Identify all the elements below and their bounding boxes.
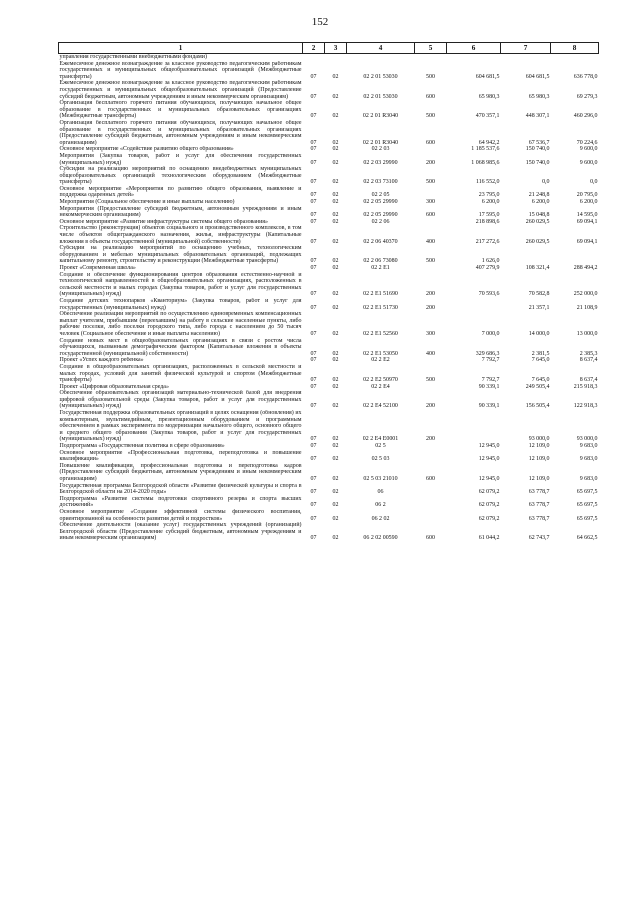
expense-type-code: [415, 509, 447, 522]
section-code: 07: [310, 489, 317, 496]
amount-year-3: 70 224,6: [576, 139, 598, 146]
amount-year-1: 23 795,0: [478, 192, 500, 199]
target-article-code: 02 2 05: [371, 192, 390, 199]
expense-type-code: 600: [426, 535, 435, 542]
amount-year-2: 63 778,7: [528, 515, 550, 522]
amount-year-2: [501, 54, 551, 61]
amount-year-1: 604 681,5: [475, 73, 500, 80]
amount-year-1: 1 185 537,6: [471, 146, 500, 153]
table-row: [59, 219, 599, 226]
amount-year-1: 62 079,2: [478, 489, 500, 496]
amount-year-3: 2 385,3: [579, 350, 598, 357]
section-code: [303, 54, 325, 61]
row-name: Основное мероприятие «Профессиональная подготовка, переподготовка и повышение квалификации»: [59, 449, 302, 463]
amount-year-2: 21 248,8: [528, 192, 550, 199]
row-name: Основное мероприятие «Развитие инфраструктуры системы общего образования»: [59, 218, 268, 225]
subsection-code: 02: [332, 93, 339, 100]
page-number: 152: [311, 16, 329, 28]
table-row: [59, 100, 599, 120]
amount-year-1: 12 945,0: [478, 443, 500, 450]
subsection-code: 02: [332, 218, 339, 225]
amount-year-1: 62 079,2: [478, 502, 500, 509]
subsection-code: 02: [332, 304, 339, 311]
amount-year-2: 63 778,7: [528, 502, 550, 509]
row-name: Строительство (реконструкция) объектов социального и производственного комплексов, в том числе объектов общегражданского назначения, жилья, инфраструктуры (Капитальные вложения в объекты государственной (муниципальной) собственности): [59, 225, 302, 245]
budget-table: [58, 42, 599, 542]
amount-year-3: 8 637,4: [579, 357, 598, 364]
amount-year-1: 61 044,2: [478, 535, 500, 542]
section-code: 07: [310, 218, 317, 225]
expense-type-code: 500: [426, 377, 435, 384]
row-name: Проект «Цифровая образовательная среда»: [59, 383, 169, 390]
subsection-code: 02: [332, 403, 339, 410]
subsection-code: 02: [332, 192, 339, 199]
row-name: Создание детских технопарков «Кванториум» (Закупка товаров, работ и услуг для государственных (муниципальных) нужд): [59, 297, 302, 311]
expense-type-code: 600: [426, 139, 435, 146]
amount-year-2: 448 307,1: [525, 113, 550, 120]
expense-type-code: [415, 54, 447, 61]
amount-year-3: 288 494,2: [573, 265, 598, 271]
row-name: Основное мероприятие «Содействие развитию общего образования»: [59, 146, 234, 153]
amount-year-1: 65 980,3: [478, 93, 500, 100]
target-article-code: 02 2 E1 53050: [363, 350, 398, 357]
amount-year-3: 69 279,3: [576, 93, 598, 100]
amount-year-2: 108 321,4: [525, 265, 550, 271]
table-row: [59, 245, 599, 265]
expense-type-code: 200: [426, 304, 435, 311]
table-row: [59, 443, 599, 450]
section-code: 07: [310, 139, 317, 146]
section-code: 07: [310, 179, 317, 186]
column-header: 4: [347, 43, 415, 54]
amount-year-3: 252 000,0: [573, 291, 598, 298]
amount-year-2: 93 000,0: [528, 436, 550, 443]
amount-year-1: 218 898,6: [475, 218, 500, 225]
subsection-code: 02: [332, 350, 339, 357]
amount-year-3: [551, 245, 599, 265]
target-article-code: 02 2 05 29990: [363, 212, 398, 219]
target-article-code: 02 2 E2: [371, 357, 390, 364]
row-name: Создание в общеобразовательных организациях, расположенных в сельской местности и малых городах, условий для занятий физической культурой и спортом (Межбюджетные трансферты): [59, 363, 302, 384]
amount-year-2: 63 778,7: [528, 489, 550, 496]
target-article-code: 02 2 01 R3040: [362, 113, 399, 120]
expense-type-code: [415, 384, 447, 391]
row-name: Проект «Успех каждого ребенка»: [59, 357, 144, 364]
amount-year-3: 13 000,0: [576, 330, 598, 337]
table-row: [59, 357, 599, 364]
amount-year-1: 12 945,0: [478, 456, 500, 463]
amount-year-3: 20 795,0: [576, 192, 598, 199]
amount-year-1: 12 945,0: [478, 476, 500, 482]
subsection-code: 02: [332, 73, 339, 80]
expense-type-code: 500: [426, 73, 435, 80]
amount-year-3: 460 296,0: [573, 113, 598, 120]
amount-year-3: 65 697,5: [576, 515, 598, 522]
section-code: 07: [310, 304, 317, 311]
subsection-code: 02: [332, 443, 339, 450]
row-name: Подпрограмма «Государственная политика в сфере образования»: [59, 443, 225, 450]
amount-year-1: 62 079,2: [478, 515, 500, 522]
column-header: 7: [501, 43, 551, 54]
target-article-code: 02 2 01 53030: [363, 73, 398, 80]
expense-type-code: 600: [426, 93, 435, 100]
amount-year-2: 156 505,4: [525, 403, 550, 410]
target-article-code: 02 5: [375, 443, 386, 450]
subsection-code: 02: [332, 502, 339, 509]
table-row: [59, 272, 599, 298]
amount-year-2: 7 645,0: [531, 357, 550, 364]
amount-year-1: [447, 410, 501, 443]
row-name: Организация бесплатного горячего питания обучающихся, получающих начальное общее образование в государственных и муниципальных образовательных организациях (Межбюджетные трансферты): [59, 100, 302, 120]
amount-year-3: 65 697,5: [576, 502, 598, 509]
amount-year-1: 70 593,6: [478, 291, 500, 298]
table-row: [59, 463, 599, 483]
amount-year-1: 17 595,0: [478, 212, 500, 219]
column-header: 6: [447, 43, 501, 54]
row-name: Государственная программа Белгородской области «Развитие физической культуры и спорта в Белгородской области на 2014-2020 годы»: [59, 482, 302, 496]
amount-year-1: 116 552,0: [475, 179, 500, 186]
expense-type-code: 500: [426, 113, 435, 120]
target-article-code: 02 2 03 29990: [363, 159, 398, 166]
amount-year-1: 64 942,2: [478, 139, 500, 146]
target-article-code: 02 2 01 53030: [363, 93, 398, 100]
expense-type-code: 500: [426, 179, 435, 186]
table-row: [59, 153, 599, 166]
expense-type-code: [415, 443, 447, 450]
subsection-code: 02: [332, 357, 339, 364]
column-header: 1: [59, 43, 303, 54]
amount-year-3: 65 697,5: [576, 489, 598, 496]
target-article-code: 06: [377, 489, 384, 496]
section-code: 07: [310, 291, 317, 298]
table-row: [59, 120, 599, 146]
amount-year-3: 8 637,4: [579, 377, 598, 384]
section-code: 07: [310, 199, 317, 206]
amount-year-1: 90 339,1: [478, 403, 500, 410]
table-row: [59, 206, 599, 219]
amount-year-2: 0,0: [542, 179, 550, 186]
amount-year-3: 69 094,1: [576, 238, 598, 245]
target-article-code: 02 2 E1 51690: [363, 291, 398, 298]
table-row: [59, 54, 599, 61]
amount-year-1: 1 068 985,6: [471, 159, 500, 166]
section-code: 07: [310, 113, 317, 120]
expense-type-code: 200: [426, 291, 435, 298]
section-code: 07: [310, 212, 317, 219]
amount-year-2: 62 743,7: [528, 535, 550, 542]
amount-year-1: [447, 54, 501, 61]
amount-year-1: 407 279,9: [475, 265, 500, 271]
amount-year-1: 7 792,7: [481, 377, 500, 384]
expense-type-code: [415, 483, 447, 496]
amount-year-2: 12 109,0: [528, 443, 550, 450]
table-row: [59, 390, 599, 410]
expense-type-code: [415, 186, 447, 199]
amount-year-3: [551, 54, 599, 61]
amount-year-2: 7 645,0: [531, 377, 550, 384]
amount-year-3: 93 000,0: [576, 436, 598, 443]
amount-year-2: 65 980,3: [528, 93, 550, 100]
amount-year-2: 260 029,5: [525, 238, 550, 245]
target-article-code: 06 2 02 00590: [363, 535, 398, 542]
column-header: 2: [303, 43, 325, 54]
amount-year-2: 12 109,0: [528, 476, 550, 482]
table-row: [59, 483, 599, 496]
amount-year-2: 260 029,5: [525, 218, 550, 225]
section-code: 07: [310, 159, 317, 166]
expense-type-code: 500: [426, 258, 435, 265]
expense-type-code: 200: [426, 403, 435, 410]
section-code: 07: [310, 443, 317, 450]
row-name: Государственная поддержка образовательных организаций в целях оснащения (обновления) их компьютерным, мультимедийным, презентационным оборудованием и программным обеспечением в рамках эксперимента по модернизации начального общего, основного общего и среднего общего образования (Закупка товаров, работ и услуг для государственных (муниципальных) нужд): [59, 410, 302, 443]
row-name: Субсидии на реализацию мероприятий по оснащению учебных, технологическим оборудованием и мебелью муниципальных образовательных организаций, подлежащих капитальному ремонту, строительству и реконструкции (Межбюджетные трансферты): [59, 245, 302, 265]
target-article-code: 02 2 06 40370: [363, 238, 398, 245]
table-row: [59, 166, 599, 186]
section-code: 07: [310, 502, 317, 509]
expense-type-code: [415, 496, 447, 509]
table-row: [59, 146, 599, 153]
subsection-code: 02: [332, 146, 339, 153]
subsection-code: 02: [332, 436, 339, 443]
amount-year-3: 14 595,0: [576, 212, 598, 219]
table-row: [59, 186, 599, 199]
subsection-code: 02: [332, 265, 339, 271]
target-article-code: 02 2 E4: [371, 383, 390, 390]
amount-year-2: 67 536,7: [528, 139, 550, 146]
table-row: [59, 298, 599, 311]
row-name: Мероприятия (Социальное обеспечение и иные выплаты населению): [59, 199, 235, 206]
amount-year-3: 64 662,5: [576, 535, 598, 542]
amount-year-3: 0,0: [590, 179, 598, 186]
expense-type-code: 300: [426, 330, 435, 337]
section-code: 07: [310, 403, 317, 410]
target-article-code: 02 2 03: [371, 146, 390, 153]
expense-type-code: 300: [426, 199, 435, 206]
expense-type-code: [415, 357, 447, 364]
amount-year-2: [501, 245, 551, 265]
subsection-code: 02: [332, 489, 339, 496]
expense-type-code: 600: [426, 212, 435, 219]
subsection-code: [325, 54, 347, 61]
amount-year-1: 470 357,1: [475, 113, 500, 120]
row-name: Основное мероприятие «Создание эффективной системы физического воспитания, ориентированной на особенности развития детей и подростков»: [59, 508, 302, 522]
row-name: управления государственными внебюджетными фондами): [59, 54, 207, 60]
amount-year-3: 21 108,9: [576, 304, 598, 311]
amount-year-1: 7 792,7: [481, 357, 500, 364]
target-article-code: 02 2 E1 51730: [363, 304, 398, 311]
row-name: Создание и обеспечение функционирования центров образования естественно-научной и технологической направленностей в общеобразовательных организациях, расположенных в сельской местности и малых городах (Закупка товаров, работ и услуг для государственных (муниципальных) нужд): [59, 271, 302, 298]
subsection-code: 02: [332, 179, 339, 186]
row-name: Ежемесячное денежное вознаграждение за классное руководство педагогическим работникам государственных и муниципальных общеобразовательных организаций (Межбюджетные трансферты): [59, 60, 302, 80]
amount-year-3: 215 918,3: [573, 383, 598, 390]
table-row: [59, 80, 599, 100]
amount-year-2: 150 740,0: [525, 159, 550, 166]
subsection-code: 02: [332, 212, 339, 219]
expense-type-code: 200: [426, 436, 435, 443]
subsection-code: 02: [332, 139, 339, 146]
amount-year-1: 6 200,0: [481, 199, 500, 206]
row-name: Ежемесячное денежное вознаграждение за классное руководство педагогическим работникам государственных и муниципальных общеобразовательных организаций (Предоставление субсидий бюджетным, автономным учреждениям и иным некоммерческим организациям): [59, 80, 302, 100]
section-code: 07: [310, 146, 317, 153]
amount-year-2: 6 200,0: [531, 199, 550, 206]
expense-type-code: 200: [426, 159, 435, 166]
target-article-code: 02 2 E4 52100: [363, 403, 398, 410]
amount-year-2: 14 000,0: [528, 330, 550, 337]
section-code: 07: [310, 93, 317, 100]
target-article-code: 02 2 06: [371, 218, 390, 225]
section-code: 07: [310, 73, 317, 80]
table-row: [59, 364, 599, 384]
amount-year-3: 9 600,0: [579, 146, 598, 153]
table-row: [59, 509, 599, 522]
subsection-code: 02: [332, 476, 339, 482]
target-article-code: 06 2 02: [371, 515, 390, 522]
table-row: [59, 61, 599, 81]
row-name: Мероприятия (Предоставление субсидий бюджетным, автономным учреждениям и иным некоммерческим организациям): [59, 205, 302, 219]
column-header: 3: [325, 43, 347, 54]
row-name: Субсидии на реализацию мероприятий по оснащению внедебюджетных муниципальных общеобразовательных организаций технологическим оборудованием (Межбюджетные трансферты): [59, 166, 302, 186]
amount-year-2: 150 740,0: [525, 146, 550, 153]
subsection-code: 02: [332, 199, 339, 206]
expense-type-code: [415, 450, 447, 463]
amount-year-3: 6 200,0: [579, 199, 598, 206]
amount-year-3: 9 683,0: [579, 456, 598, 463]
row-name: Организация бесплатного горячего питания обучающихся, получающих начальное общее образование в государственных и муниципальных образовательных организациях (Предоставление субсидий бюджетным, автономным учреждениям и иным некоммерческим организациям): [59, 119, 302, 146]
target-article-code: 02 2 06 73080: [363, 258, 398, 265]
target-article-code: 02 2 05 29990: [363, 199, 398, 206]
amount-year-2: 15 048,8: [528, 212, 550, 219]
amount-year-3: 9 683,0: [579, 476, 598, 482]
subsection-code: 02: [332, 159, 339, 166]
table-row: [59, 384, 599, 391]
row-name: Обеспечение реализации мероприятий по осуществлению единовременных компенсационных выплат учителям, прибывшим (переехавшим) на работу в сельские населенные пункты, либо рабочие поселки, либо поселки городского типа, либо города с населением до 50 тысяч человек (Социальное обеспечение и иные выплаты населению): [59, 311, 302, 337]
amount-year-1: 329 686,3: [475, 350, 500, 357]
amount-year-1: 1 626,0: [481, 258, 500, 265]
amount-year-3: 122 918,3: [573, 403, 598, 410]
expense-type-code: [415, 219, 447, 226]
header-row: [59, 43, 599, 54]
row-name: Подпрограмма «Развитие системы подготовки спортивного резерва и спорта высших достижений»: [59, 495, 302, 509]
subsection-code: 02: [332, 456, 339, 463]
subsection-code: 02: [332, 113, 339, 120]
amount-year-3: 9 600,0: [579, 159, 598, 166]
column-header: 8: [551, 43, 599, 54]
section-code: 07: [310, 330, 317, 337]
table-row: [59, 199, 599, 206]
subsection-code: 02: [332, 377, 339, 384]
section-code: 07: [310, 265, 317, 271]
section-code: 07: [310, 238, 317, 245]
target-article-code: 02 2 E1 52560: [363, 330, 398, 337]
table-row: [59, 450, 599, 463]
row-name: Создание новых мест в общеобразовательных организациях в связи с ростом числа обучающихся, вызванным демографическим фактором (Капитальные вложения в объекты государственной (муниципальной) собственности): [59, 337, 302, 357]
amount-year-2: 12 109,0: [528, 456, 550, 463]
expense-type-code: 400: [426, 350, 435, 357]
amount-year-2: 249 505,4: [525, 383, 550, 390]
section-code: 07: [310, 456, 317, 463]
table-row: [59, 311, 599, 337]
amount-year-1: 90 339,1: [478, 383, 500, 390]
section-code: 07: [310, 192, 317, 199]
target-article-code: 02 2 03 73100: [363, 179, 398, 186]
expense-type-code: 400: [426, 238, 435, 245]
table-row: [59, 522, 599, 542]
section-code: 07: [310, 357, 317, 364]
amount-year-3: 9 683,0: [579, 443, 598, 450]
row-name: Мероприятия (Закупка товаров, работ и услуг для обеспечения государственных (муниципальных) нужд): [59, 152, 302, 166]
amount-year-3: 69 094,1: [576, 218, 598, 225]
subsection-code: 02: [332, 291, 339, 298]
section-code: 07: [310, 476, 317, 482]
amount-year-2: 21 357,1: [528, 304, 550, 311]
table-body: [59, 54, 599, 542]
row-name: Обеспечение образовательных организаций материально-технической базой для внедрения цифровой образовательной среды (Закупка товаров, работ и услуг для государственных (муниципальных) нужд): [59, 390, 302, 410]
expense-type-code: [415, 146, 447, 153]
table-row: [59, 496, 599, 509]
target-article-code: 02 5 03: [371, 456, 390, 463]
section-code: 07: [310, 377, 317, 384]
target-article-code: [347, 54, 415, 61]
table-row: [59, 338, 599, 358]
amount-year-1: 217 272,6: [475, 238, 500, 245]
amount-year-2: 2 381,5: [531, 350, 550, 357]
subsection-code: 02: [332, 515, 339, 522]
table-row: [59, 225, 599, 245]
target-article-code: 06 2: [375, 502, 386, 509]
subsection-code: 02: [332, 330, 339, 337]
expense-type-code: [415, 265, 447, 272]
row-name: Основное мероприятие «Мероприятия по развитию общего образования, выявление и поддержка одаренных детей»: [59, 185, 302, 199]
table-row: [59, 410, 599, 443]
section-code: 07: [310, 535, 317, 542]
target-article-code: 02 2 E2 50970: [363, 377, 398, 384]
row-name: Повышение квалификации, профессиональная подготовка и переподготовка кадров (Предоставление субсидий бюджетным, автономным учреждениям и иным некоммерческим организациям): [59, 462, 302, 482]
subsection-code: 02: [332, 383, 339, 390]
table-row: [59, 265, 599, 272]
section-code: 07: [310, 258, 317, 265]
section-code: 07: [310, 383, 317, 390]
section-code: 07: [310, 515, 317, 522]
amount-year-2: 70 582,8: [528, 291, 550, 298]
target-article-code: 02 2 E1: [371, 265, 390, 271]
subsection-code: 02: [332, 238, 339, 245]
target-article-code: 02 2 E4 E0001: [362, 436, 399, 443]
amount-year-1: 7 000,0: [481, 330, 500, 337]
target-article-code: 02 5 03 21010: [363, 476, 398, 482]
amount-year-3: 636 778,0: [573, 73, 598, 80]
row-name: Обеспечение деятельности (оказание услуг) государственных учреждений (организаций) Белгородской области (Предоставление субсидий бюджетным, автономным учреждениям и иным некоммерческим организациям): [59, 522, 302, 542]
amount-year-1: [447, 298, 501, 311]
row-name: Проект «Современная школа»: [59, 265, 136, 271]
column-header: 5: [415, 43, 447, 54]
subsection-code: 02: [332, 258, 339, 265]
amount-year-2: 604 681,5: [525, 73, 550, 80]
section-code: 07: [310, 436, 317, 443]
subsection-code: 02: [332, 535, 339, 542]
expense-type-code: 600: [426, 476, 435, 482]
section-code: 07: [310, 350, 317, 357]
target-article-code: 02 2 01 R3040: [362, 139, 399, 146]
